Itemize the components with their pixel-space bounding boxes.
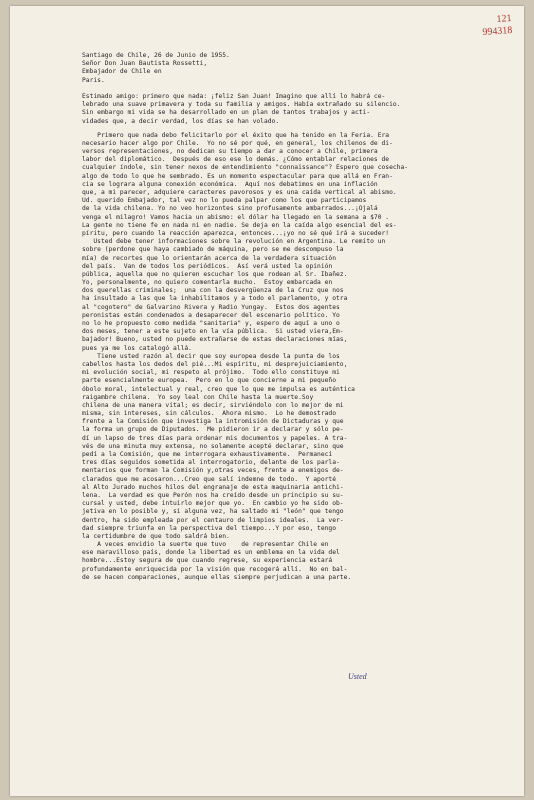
paragraph-line: Usted debe tener informaciones sobre la revolución en Argentina. Le remito un bbox=[82, 238, 386, 246]
paragraph-line: profundamente enriquecida por la visión que recogerá allí. No en bal- bbox=[82, 565, 348, 573]
paragraph-line: la forma un grupo de Diputados. Me pidieron ir a declarar y sólo pe- bbox=[82, 426, 344, 434]
paragraph-line: cualquier índole, sin tener nexos de entendimiento "connaissance"? Espero que cosecha- bbox=[82, 164, 409, 172]
paragraph-line: jetiva en lo posible y, si alguna vez, ha saltado mi "león" que tengo bbox=[82, 508, 344, 516]
paragraph-line: dentro, ha sido empleada por el centauro de limpios ideales. La ver- bbox=[82, 516, 344, 524]
paragraph-line: al Alto Jurado muchos hilos del engranaje de esta maquinaria antichi- bbox=[82, 483, 344, 491]
paragraph-line: vidades que, a decir verdad, los días se han volado. bbox=[82, 117, 280, 125]
paragraph-line: Estimado amigo: primero que nada: ¡feliz San Juan! Imagino que allí lo habrá ce- bbox=[82, 92, 386, 100]
paragraph-line: ha insultado a las que la inhabilitamos y a todo el parlamento, y otra bbox=[82, 295, 348, 303]
paragraph-line: cursal y usted, debe intuirlo mejor que yo. En cambio yo he sido ob- bbox=[82, 500, 344, 508]
paragraph-line: vés de una minuta muy extensa, no solamente acepté declarar, sino que bbox=[82, 442, 344, 450]
paragraph-line: mi evolución social, mi respeto al prójimo. Todo ello constituye mi bbox=[82, 369, 340, 377]
paragraph-line: que, a mi parecer, adquiere caracteres pavorosos y es una caída vertical al abismo. bbox=[82, 189, 397, 196]
paragraph-line: no lo he propuesto como medida "sanitaria" y, espero de aquí a uno o bbox=[82, 320, 340, 327]
archive-code: 994318 bbox=[482, 24, 513, 39]
paragraph-line: peronistas están condenados a desaparecer del escenario político. Yo bbox=[82, 311, 340, 319]
paragraph-line: cabellos hasta los dedos del pié...Mi espíritu, mi desprejuiciamiento, bbox=[82, 360, 348, 368]
paragraph-line: necesario hacer algo por Chile. Yo no sé por qué, en general, los chilenos de di- bbox=[82, 139, 393, 147]
paragraph-line: algo de todo lo que he sembrado. Es un momento espectacular para que allá en Fran- bbox=[82, 172, 393, 180]
paragraph-line: venga el milagro! Vamos hacia un abismo: el dólar ha llegado en la semana a $70 . bbox=[82, 213, 390, 221]
paragraph-line: versos representaciones, no dedican su tiempo a dar a conocer a Chile, primera bbox=[82, 148, 378, 156]
paragraph-line: mentarios que forman la Comisión y,otras veces, frente a enemigos de- bbox=[82, 467, 344, 475]
header-line: Señor Don Juan Bautista Rossetti, bbox=[82, 60, 208, 68]
paragraph-line: del país. Van de todos los periódicos. Así verá usted la opinión bbox=[82, 262, 333, 270]
header-line: Embajador de Chile en bbox=[82, 68, 162, 76]
header-line: Santiago de Chile, 26 de Junio de 1955. bbox=[82, 52, 230, 59]
paragraph-line: Tiene usted razón al decir que soy europea desde la punta de los bbox=[82, 352, 340, 360]
paragraph-line: hombre...Estoy segura de que cuando regrese, su experiencia estará bbox=[82, 557, 333, 565]
paragraph-line: A veces envidio la suerte que tuvo de representar Chile en bbox=[82, 541, 329, 549]
paragraph-line: misma, sin intereses, sin cálculos. Ahora mismo. Lo he demostrado bbox=[82, 410, 337, 418]
paragraph-line: Sin embargo mi vida se ha desarrollado en un plan de tantos trabajos y acti- bbox=[82, 109, 371, 117]
paragraph-line: labor del diplomático. Después de eso ese lo demás. ¿Cómo entablar relaciones de bbox=[82, 156, 390, 164]
paragraph-line: mía) de recortes que lo orientarán acerca de la verdadera situación bbox=[82, 254, 337, 262]
paragraph-line: pues ya me los catalogó allá. bbox=[82, 344, 192, 352]
paragraph-line: dos meses, tener a este sujeto en la vía pública. Si usted viera,Em- bbox=[82, 328, 344, 336]
paragraph-line: la certidumbre de que todo saldrá bien. bbox=[82, 532, 230, 540]
handwritten-insert: Usted bbox=[348, 672, 367, 681]
paragraph-line: frente a la Comisión que investiga la intromisión de Dictaduras y que bbox=[82, 418, 344, 426]
paragraph-line: óbolo moral, intelectual y real, creo que lo que me impulsa es auténtica bbox=[82, 385, 355, 393]
archive-stamp bbox=[481, 13, 513, 39]
paragraph-line: chilena de una manera vital; es decir, sirviéndolo con lo mejor de mi bbox=[82, 401, 344, 409]
paragraph-line: parte esencialmente europea. Pero en lo que concierne a mi pequeño bbox=[82, 377, 337, 385]
paragraph-line: píritu, pero cuando la reacción aparezca, entonces...¡yo no sé qué irá a suceder! bbox=[82, 229, 390, 237]
paragraph-line: ese maravilloso país, donde la libertad es un emblema en la vida del bbox=[82, 549, 340, 557]
paragraph-line: dad siempre triunfa en la perspectiva del tiempo...Y por eso, tengo bbox=[82, 524, 337, 532]
paragraph-line: sobre (perdone que haya cambiado de máquina, pero se me descompuso la bbox=[82, 246, 344, 254]
paragraph-line: bajador! Bueno, usted no puede extrañarse de estas declaraciones mías, bbox=[82, 336, 348, 344]
letter-page bbox=[10, 6, 524, 796]
header-line: Paris. bbox=[82, 76, 105, 84]
paragraph-line: dí un lapso de tres días para ordenar mis documentos y papeles. A tra- bbox=[82, 434, 348, 442]
paragraph-line: dos querellas criminales; una con la desvergüenza de la Cruz que nos bbox=[82, 287, 344, 295]
paragraph-line: pública, aquella que no quieren escuchar los que rodean al Sr. Ibañez. bbox=[82, 270, 348, 278]
letter-body bbox=[82, 52, 522, 582]
paragraph-line: de la vida chilena. Yo no veo horizontes sino profusamente ambarrados...¡Ojalá bbox=[82, 205, 378, 213]
paragraph-line: Ud. querido Embajador, tal vez no lo pueda palpar como los que participamos bbox=[82, 197, 367, 205]
paragraph-line: al "cogotero" de Galvarino Rivera y Radio Yungay. Estos dos agentes bbox=[82, 303, 340, 311]
paragraph-line: Primero que nada debo felicitarlo por el éxito que ha tenido en la Feria. Era bbox=[82, 131, 390, 139]
paragraph-line: tres días seguidos sometida al interrogatorio, delante de los parla- bbox=[82, 459, 340, 467]
paragraph-line: Yo, personalmente, no quiero comentarla mucho. Estoy embarcada en bbox=[82, 279, 333, 287]
paragraph-line: lena. La verdad es que Perón nos ha creído desde un principio su su- bbox=[82, 491, 344, 499]
paragraph-line: La gente no tiene fe en nada ni en nadie. Se deja en la caída algo esencial del es- bbox=[82, 221, 397, 229]
paragraph-line: lebrado una suave primavera y toda su familia y amigos. Había extrañado su silencio. bbox=[82, 101, 401, 109]
paragraph-line: raigambre chilena. Yo soy leal con Chile hasta la muerte.Soy bbox=[82, 393, 314, 401]
paragraph-line: de se hacen comparaciones, aunque ellas siempre perjudican a una parte. bbox=[82, 573, 352, 581]
spacer bbox=[82, 85, 522, 93]
paragraph-line: clarados que me acosaron...Creo que salí indemne de todo. Y aporté bbox=[82, 475, 337, 483]
paragraph-line: cia se lograra alguna conexión económica. Aquí nos debatimos en una inflación bbox=[82, 180, 378, 188]
archive-number: 121 bbox=[496, 12, 512, 26]
paragraph-line: pedí a la Comisión, que me interrogara exhaustivamente. Permanecí bbox=[82, 451, 333, 458]
